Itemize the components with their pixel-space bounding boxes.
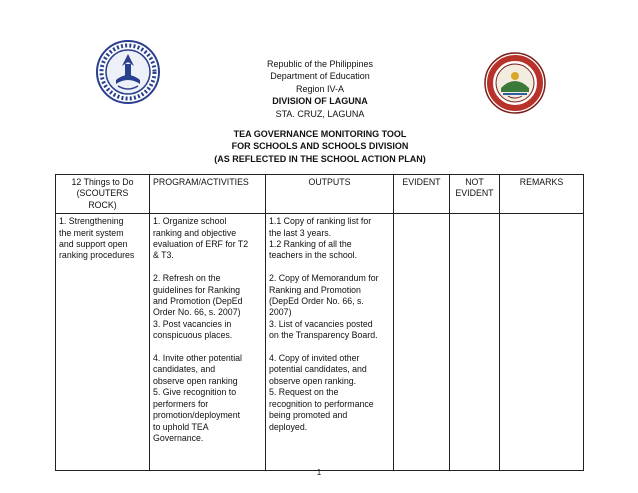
program-block-2: 2. Refresh on the guidelines for Ranking and Promotion (DepEd Order No. 66, s. 2007) 3. Post vacancies in conspicuous places. xyxy=(153,273,243,341)
division-line: DIVISION OF LAGUNA xyxy=(272,96,368,107)
republic-line: Republic of the Philippines xyxy=(266,59,374,69)
program-block-3: 4. Invite other potential candidates, and observe open ranking 5. Give recognition to performers for promotion/deployment to uphold TEA Governance. xyxy=(153,353,243,443)
location-line: STA. CRUZ, LAGUNA xyxy=(275,108,365,119)
laguna-province-seal-icon xyxy=(484,52,546,114)
output-block-3: 4. Copy of invited other potential candidates, and observe open ranking. 5. Request on the recognition to performance being promoted and deployed. xyxy=(269,353,374,432)
header-remarks: REMARKS xyxy=(500,175,584,214)
header-things-to-do: 12 Things to Do (SCOUTERS ROCK) xyxy=(56,175,150,214)
cell-thing: 1. Strengthening the merit system and support open ranking procedures xyxy=(56,214,150,471)
output-block-1: 1.1 Copy of ranking list for the last 3 years. 1.2 Ranking of all the teachers in the school. xyxy=(269,216,372,261)
cell-evident[interactable] xyxy=(394,214,450,471)
title-line-2: FOR SCHOOLS AND SCHOOLS DIVISION xyxy=(231,141,409,152)
title-line-1: TEA GOVERNANCE MONITORING TOOL xyxy=(233,129,407,139)
header-not-evident: NOT EVIDENT xyxy=(450,175,500,214)
cell-programs xyxy=(150,214,266,471)
deped-seal-icon xyxy=(96,40,160,104)
program-block-1: 1. Organize school ranking and objective evaluation of ERF for T2 & T3. xyxy=(153,216,249,261)
document-title xyxy=(140,128,500,165)
header-program-activities: PROGRAM/ACTIVITIES xyxy=(150,175,266,214)
cell-outputs xyxy=(266,214,394,471)
table-row xyxy=(56,214,584,471)
letterhead xyxy=(200,58,440,120)
output-block-2: 2. Copy of Memorandum for Ranking and Promotion (DepEd Order No. 66, s. 2007) 3. List of vacancies posted on the Transparency Board. xyxy=(269,273,379,341)
cell-not-evident[interactable] xyxy=(450,214,500,471)
region-line: Region IV-A xyxy=(295,83,345,94)
table-header-row xyxy=(56,175,584,214)
cell-remarks[interactable] xyxy=(500,214,584,471)
department-line: Department of Education xyxy=(270,71,370,82)
header-outputs: OUTPUTS xyxy=(266,175,394,214)
title-line-3: (AS REFLECTED IN THE SCHOOL ACTION PLAN) xyxy=(214,153,426,164)
page-number: 1 xyxy=(316,468,322,477)
monitoring-table xyxy=(55,174,584,471)
header-evident: EVIDENT xyxy=(394,175,450,214)
